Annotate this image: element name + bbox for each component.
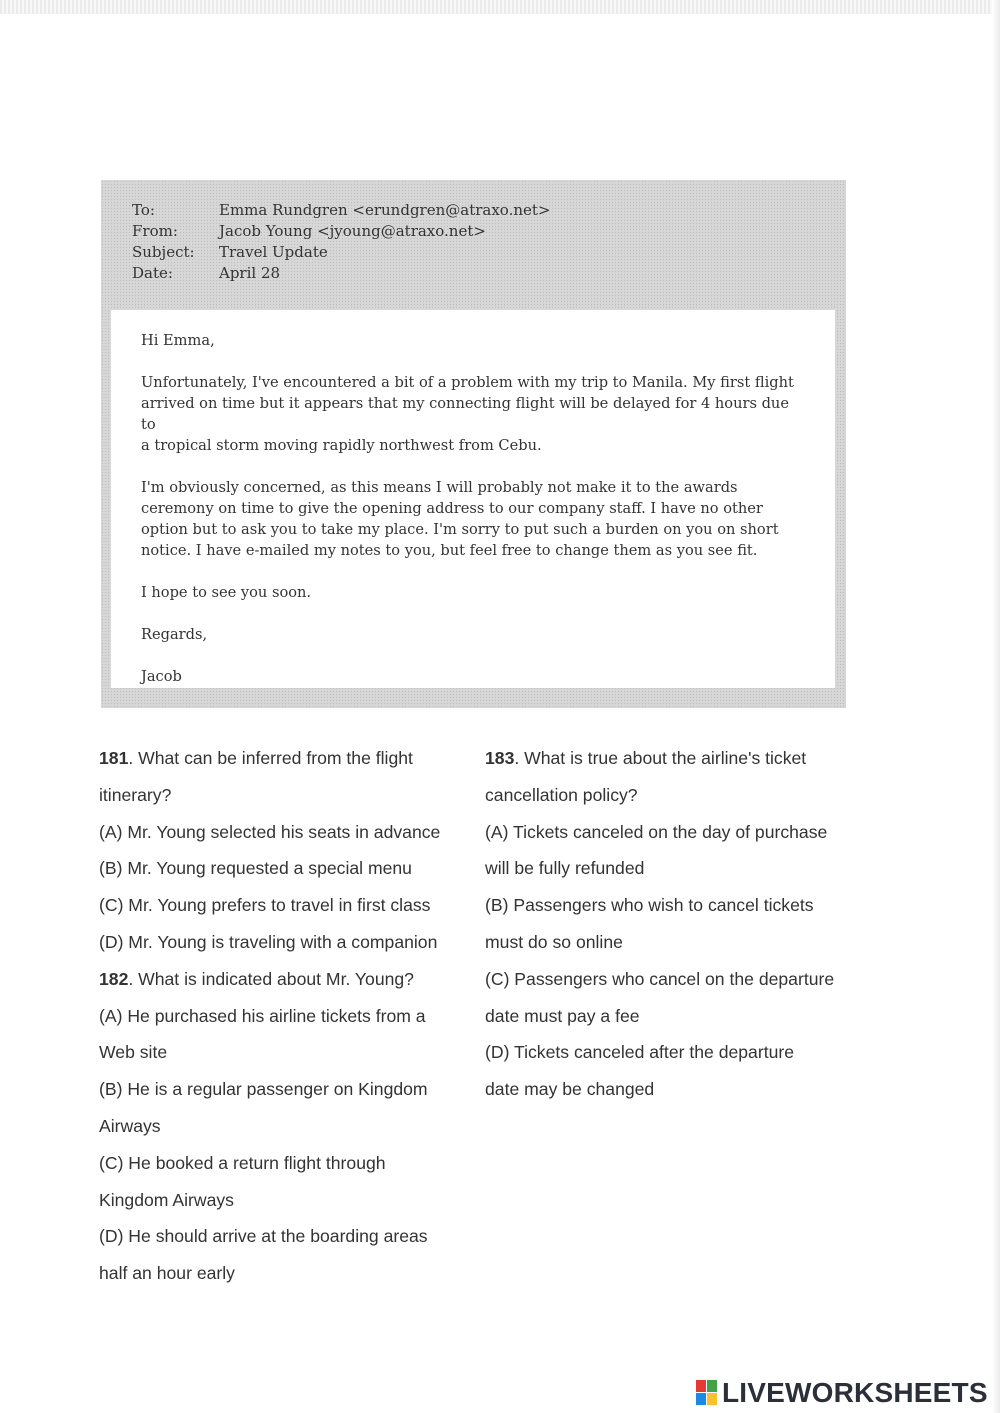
answer-option-continued: Kingdom Airways (99, 1189, 234, 1210)
email-header-subject (132, 242, 550, 263)
email-greeting: Hi Emma, (141, 332, 215, 349)
answer-option: (B) He is a regular passenger on Kingdom (99, 1079, 428, 1100)
header-value: April 28 (219, 264, 281, 282)
logo-square-yellow (707, 1393, 717, 1405)
logo-square-green (707, 1380, 717, 1392)
answer-option: (D) He should arrive at the boarding areas (99, 1226, 428, 1247)
answer-option-continued: date may be changed (485, 1079, 655, 1100)
header-label: From: (132, 222, 178, 240)
logo-square-red (696, 1380, 706, 1392)
answer-option: (A) Tickets canceled on the day of purchase (485, 821, 828, 842)
email-signature: Jacob (141, 668, 182, 685)
scan-right-edge (992, 0, 1000, 1413)
question-number: 183 (485, 748, 515, 768)
question-number: 182 (99, 968, 129, 989)
answer-option: (A) He purchased his airline tickets from a (99, 1005, 426, 1026)
answer-option-continued: half an hour early (99, 1263, 235, 1284)
questions-right-column (485, 740, 865, 1108)
liveworksheets-icon (696, 1380, 718, 1406)
question-line: itinerary? (99, 784, 172, 805)
header-label: Subject: (132, 243, 195, 261)
question-text: . What can be inferred from the flight (128, 748, 413, 768)
body-line: I'm obviously concerned, as this means I will probably not make it to the awards (141, 479, 738, 496)
email-body (111, 310, 835, 688)
answer-option: (D) Tickets canceled after the departure (485, 1042, 795, 1063)
header-value: Travel Update (219, 243, 328, 261)
answer-option: (B) Mr. Young requested a special menu (99, 858, 412, 879)
header-value: Jacob Young <jyoung@atraxo.net> (219, 222, 486, 240)
body-line: arrived on time but it appears that my connecting flight will be delayed for 4 hours due to (141, 395, 789, 433)
email-paragraph-2 (141, 477, 805, 561)
question-number: 181 (99, 748, 129, 768)
question-text: . What is true about the airline's ticket (514, 748, 807, 768)
question-183 (485, 740, 865, 777)
answer-option: (A) Mr. Young selected his seats in advance (99, 821, 441, 842)
body-line: a tropical storm moving rapidly northwest from Cebu. (141, 437, 542, 454)
answer-option: (C) Mr. Young prefers to travel in first class (99, 895, 431, 916)
email-closing: I hope to see you soon. (141, 584, 312, 601)
liveworksheets-wordmark: LIVEWORKSHEETS (722, 1377, 988, 1408)
logo-square-blue (696, 1393, 706, 1405)
email-paragraph-1 (141, 372, 805, 456)
answer-option: (C) He booked a return flight through (99, 1152, 386, 1173)
liveworksheets-logo[interactable] (696, 1378, 988, 1408)
question-line: cancellation policy? (485, 784, 638, 805)
question-182 (99, 961, 474, 998)
body-line: option but to ask you to take my place. I'm sorry to put such a burden on you on short (141, 521, 779, 538)
questions-left-column (99, 740, 474, 1292)
email-header (132, 200, 550, 284)
answer-option-continued: will be fully refunded (485, 858, 645, 879)
body-line: ceremony on time to give the opening address to our company staff. I have no other (141, 500, 763, 517)
body-line: Unfortunately, I've encountered a bit of a problem with my trip to Manila. My first flight (141, 374, 794, 391)
answer-option: (B) Passengers who wish to cancel tickets (485, 895, 814, 916)
email-header-to (132, 200, 550, 221)
answer-option: (D) Mr. Young is traveling with a companion (99, 931, 438, 952)
answer-option: (C) Passengers who cancel on the departure (485, 968, 835, 989)
scan-top-edge (0, 0, 1000, 14)
email-printout (101, 180, 846, 708)
answer-option-continued: Web site (99, 1042, 168, 1063)
body-line: notice. I have e-mailed my notes to you, but feel free to change them as you see fit. (141, 542, 758, 559)
answer-option-continued: Airways (99, 1115, 161, 1136)
email-header-from (132, 221, 550, 242)
answer-option-continued: date must pay a fee (485, 1005, 640, 1026)
email-regards: Regards, (141, 626, 208, 643)
answer-option-continued: must do so online (485, 931, 623, 952)
header-label: To: (132, 201, 155, 219)
header-label: Date: (132, 264, 173, 282)
email-header-date (132, 263, 550, 284)
question-text: . What is indicated about Mr. Young? (128, 968, 414, 989)
header-value: Emma Rundgren <erundgren@atraxo.net> (219, 201, 551, 219)
question-181 (99, 740, 474, 777)
